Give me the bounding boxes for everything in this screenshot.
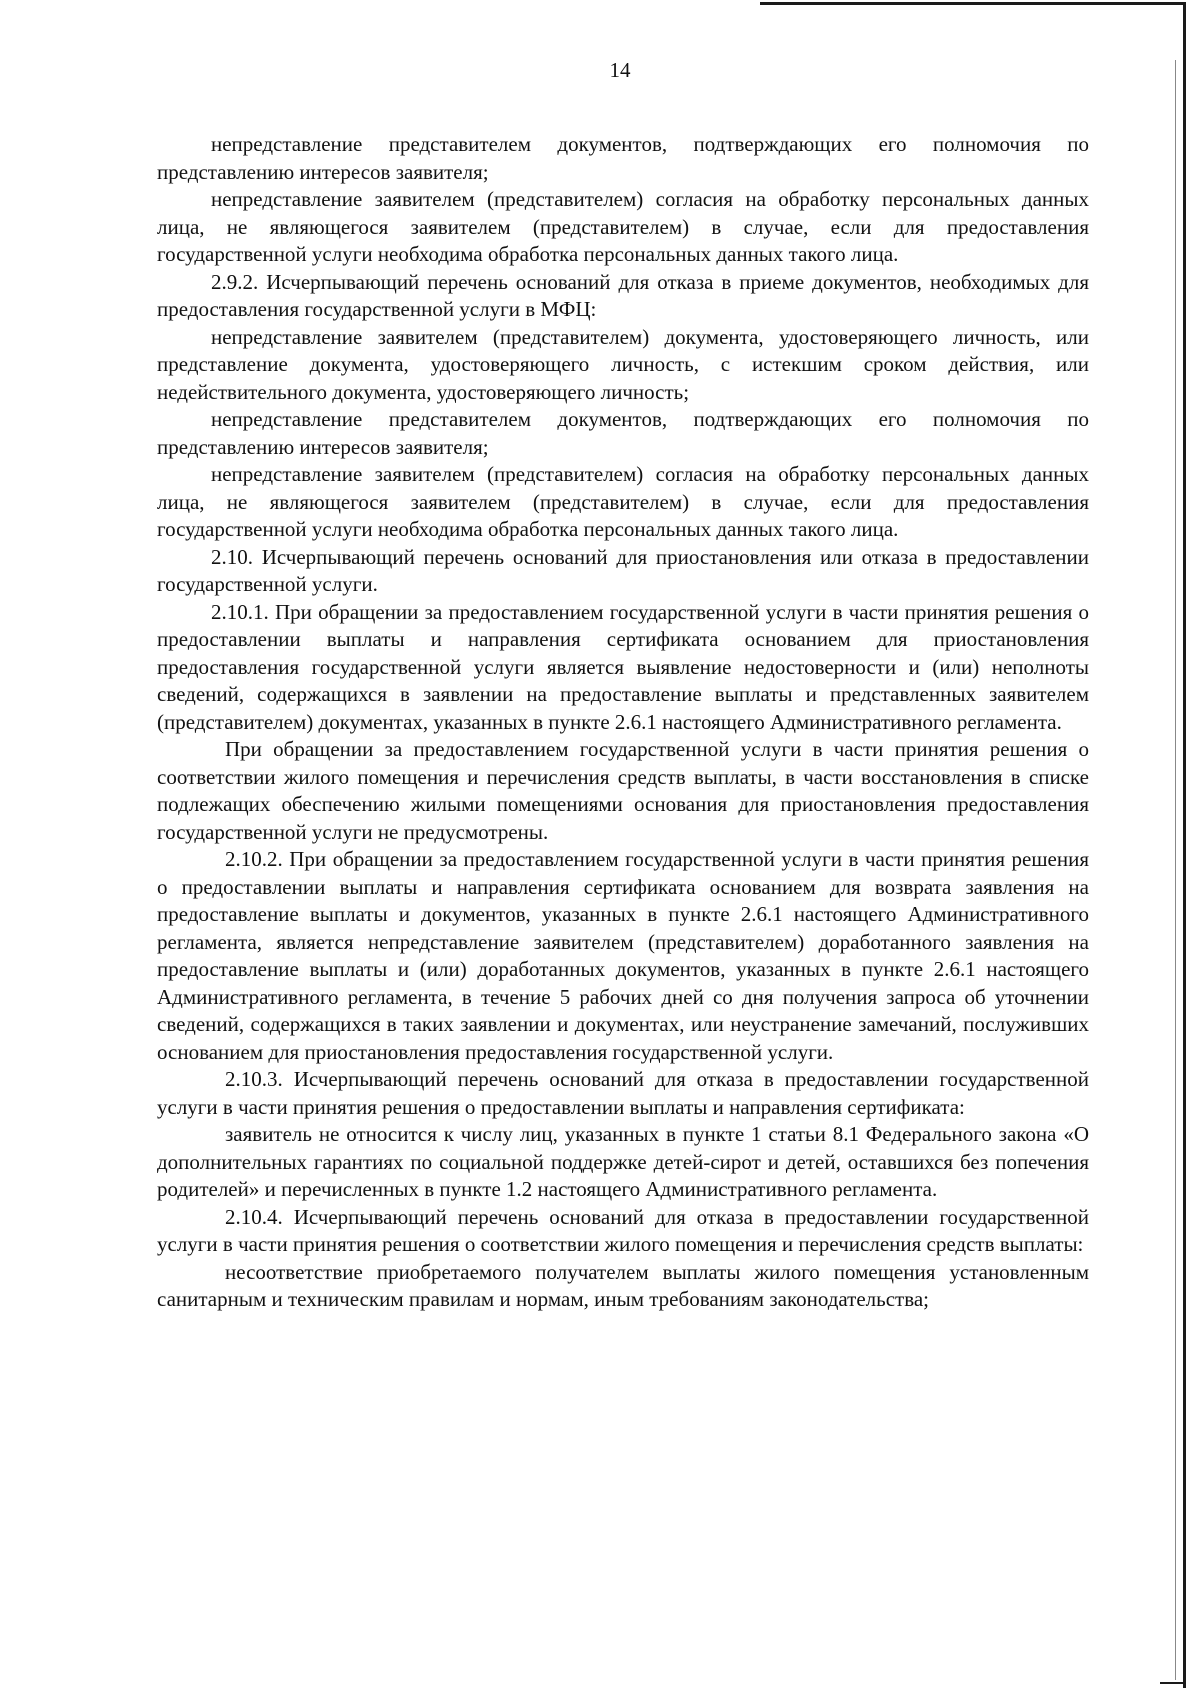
paragraph: При обращении за предоставлением государственной услуги в части принятия решения о соответствии жилого помещения и перечисления средств выплаты, в части восстановления в списке подлежащих обеспечению жилыми помещениями основания для приостановления предоставления государственной услуги не предусмотрены. — [157, 737, 1089, 844]
scan-border-bottom — [1160, 1682, 1186, 1684]
paragraph: заявитель не относится к числу лиц, указанных в пункте 1 статьи 8.1 Федерального закона «О дополнительных гарантиях по социальной поддержке детей-сирот и детей, оставшихся без попечения родителей» и перечисленных в пункте 1.2 настоящего Административного регламента. — [157, 1122, 1089, 1201]
paragraph: 2.9.2. Исчерпывающий перечень оснований для отказа в приеме документов, необходимых для предоставления государственной услуги в МФЦ: — [157, 269, 1089, 321]
page-number: 14 — [609, 58, 631, 82]
paragraph: 2.10.4. Исчерпывающий перечень оснований для отказа в предоставлении государственной услуги в части принятия решения о соответствии жилого помещения и перечисления средств выплаты: — [157, 1204, 1089, 1256]
scan-border-right — [1183, 2, 1186, 1688]
paragraph: непредставление представителем документов, подтверждающих его полномочия по представлению интересов заявителя; — [157, 407, 1089, 459]
paragraph: непредставление заявителем (представителем) документа, удостоверяющего личность, или представление документа, удостоверяющего личность, с истекшим сроком действия, или недействительного документа, удостоверяющего личность; — [157, 324, 1089, 404]
scan-border-right-inner — [1175, 60, 1176, 1680]
paragraph: 2.10.1. При обращении за предоставлением государственной услуги в части принятия решения о предоставлении выплаты и направления сертификата основанием для приостановления предоставления государственной услуги является выявление недостоверности и (или) неполноты сведений, содержащихся в заявлении на предоставление выплаты и представленных заявителем (представителем) документах, указанных в пункте 2.6.1 настоящего Административного регламента. — [157, 599, 1089, 734]
paragraph: 2.10. Исчерпывающий перечень оснований для приостановления или отказа в предоставлении государственной услуги. — [157, 544, 1089, 596]
paragraph: непредставление заявителем (представителем) согласия на обработку персональных данных лица, не являющегося заявителем (представителем) в случае, если для предоставления государственной услуги необходима обработка персональных данных такого лица. — [157, 462, 1089, 541]
paragraph: несоответствие приобретаемого получателем выплаты жилого помещения установленным санитарным и техническим правилам и нормам, иным требованиям законодательства; — [157, 1259, 1089, 1311]
paragraph: непредставление представителем документов, подтверждающих его полномочия по представлению интересов заявителя; — [157, 132, 1089, 184]
paragraph: 2.10.3. Исчерпывающий перечень оснований для отказа в предоставлении государственной услуги в части принятия решения о предоставлении выплаты и направления сертификата: — [157, 1067, 1089, 1119]
paragraph: 2.10.2. При обращении за предоставлением государственной услуги в части принятия решения о предоставлении выплаты и направления сертификата основанием для возврата заявления на предоставление выплаты и документов, указанных в пункте 2.6.1 настоящего Административного регламента, является непредставление заявителем (представителем) доработанного заявления на предоставление выплаты и (или) доработанных документов, указанных в пункте 2.6.1 настоящего Административного регламента, в течение 5 рабочих дней со дня получения запроса об уточнении сведений, содержащихся в таких заявлении и документах, или неустранение замечаний, послуживших основанием для приостановления предоставления государственной услуги. — [157, 847, 1089, 1064]
scan-border-top — [760, 2, 1184, 5]
document-body — [157, 131, 1089, 1314]
paragraph: непредставление заявителем (представителем) согласия на обработку персональных данных лица, не являющегося заявителем (представителем) в случае, если для предоставления государственной услуги необходима обработка персональных данных такого лица. — [157, 187, 1089, 266]
